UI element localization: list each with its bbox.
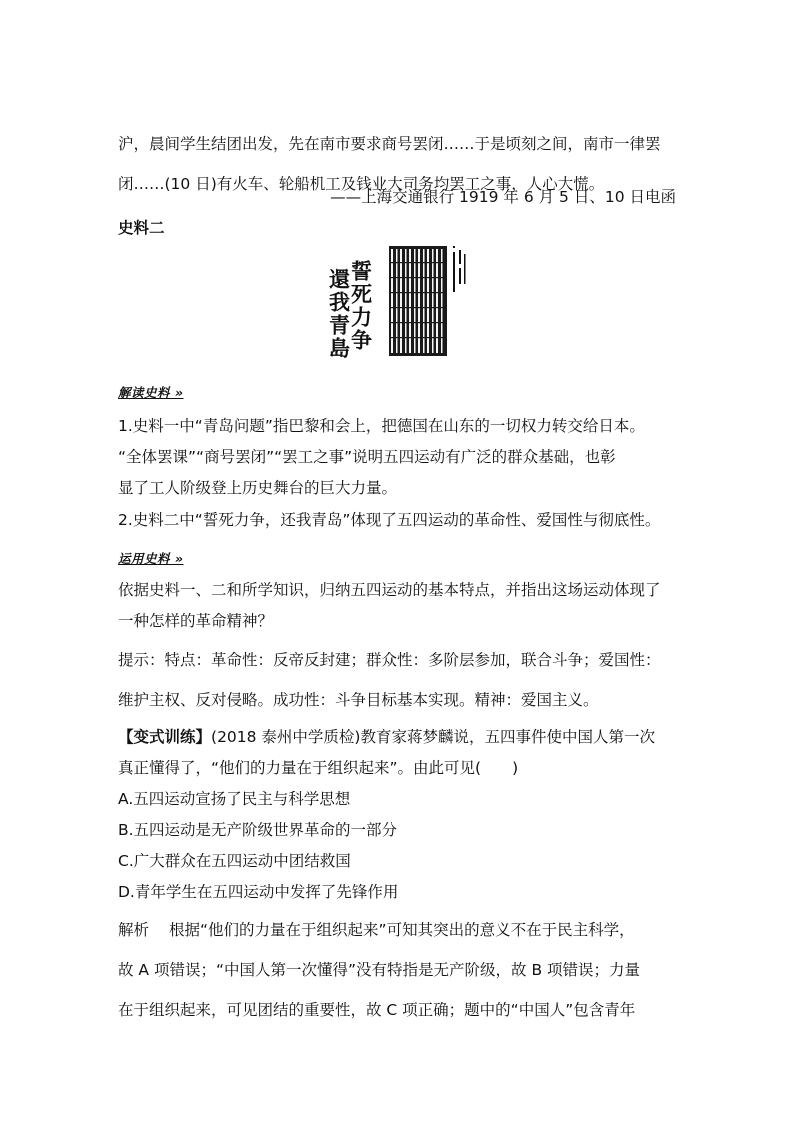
- interpret-p1-line-3: 显了工人阶级登上历史舞台的巨大力量。: [118, 479, 398, 497]
- source1-line-1: 沪，晨间学生结团出发，先在南市要求商号罢闭……于是顷刻之间，南市一律罢: [118, 135, 661, 153]
- exercise-stem-text: (2018 泰州中学质检)教育家蒋梦麟说，五四事件使中国人第一次: [211, 728, 655, 746]
- analysis-label: 解析: [118, 921, 150, 939]
- exercise-option-b: B.五四运动是无产阶级世界革命的一部分: [118, 821, 398, 839]
- exercise-stem-line-2: 真正懂得了，“他们的力量在于组织起来”。由此可见( ): [118, 759, 519, 777]
- analysis-line-1-text: 根据“他们的力量在于组织起来”可知其突出的意义不在于民主科学，: [169, 921, 635, 939]
- interpret-p2: 2.史料二中“誓死力争，还我青岛”体现了五四运动的革命性、爱国性与彻底性。: [118, 511, 661, 529]
- historical-leaflet-image: [326, 240, 469, 362]
- apply-question-line-1: 依据史料一、二和所学知识，归纳五四运动的基本特点，并指出这场运动体现了: [118, 581, 661, 599]
- analysis-line-1: [118, 920, 635, 940]
- exercise-option-c: C.广大群众在五四运动中团结救国: [118, 852, 351, 870]
- source2-heading: 史料二: [118, 219, 165, 237]
- apply-section-tag: 运用史料 »: [118, 551, 184, 566]
- exercise-label: 【变式训练】: [118, 728, 212, 746]
- slogan-column-1: 誓死力争: [348, 260, 374, 352]
- interpret-p1-line-2: “全体罢课”“商号罢闭”“罢工之事”说明五四运动有广泛的群众基础，也彰: [118, 448, 616, 466]
- exercise-option-a: A.五四运动宣扬了民主与科学思想: [118, 790, 351, 808]
- apply-question-line-2: 一种怎样的革命精神？: [118, 612, 274, 630]
- slogan-column-2: 還我青島: [326, 268, 352, 360]
- source1-citation: ——上海交通银行 1919 年 6 月 5 日、10 日电函: [330, 188, 676, 206]
- interpret-section-tag: 解读史料 »: [118, 385, 184, 400]
- apply-hint-line-1: 提示：特点：革命性：反帝反封建；群众性：多阶层参加，联合斗争；爱国性：: [118, 651, 661, 669]
- interpret-p1-line-1: 1.史料一中“青岛问题”指巴黎和会上，把德国在山东的一切权力转交给日本。: [118, 417, 645, 435]
- source1-line-2: 闭……(10 日)有火车、轮船机工及钱业大司务均罢工之事，人心大慌。: [118, 175, 605, 193]
- exercise-stem-line-1: [118, 727, 655, 747]
- analysis-line-2: 故 A 项错误；“中国人第一次懂得”没有特指是无产阶级，故 B 项错误；力量: [118, 961, 641, 979]
- apply-hint-line-2: 维护主权、反对侵略。成功性：斗争目标基本实现。精神：爱国主义。: [118, 691, 599, 709]
- exercise-option-d: D.青年学生在五四运动中发挥了先锋作用: [118, 883, 399, 901]
- analysis-line-3: 在于组织起来，可见团结的重要性，故 C 项正确；题中的“中国人”包含青年: [118, 1001, 636, 1019]
